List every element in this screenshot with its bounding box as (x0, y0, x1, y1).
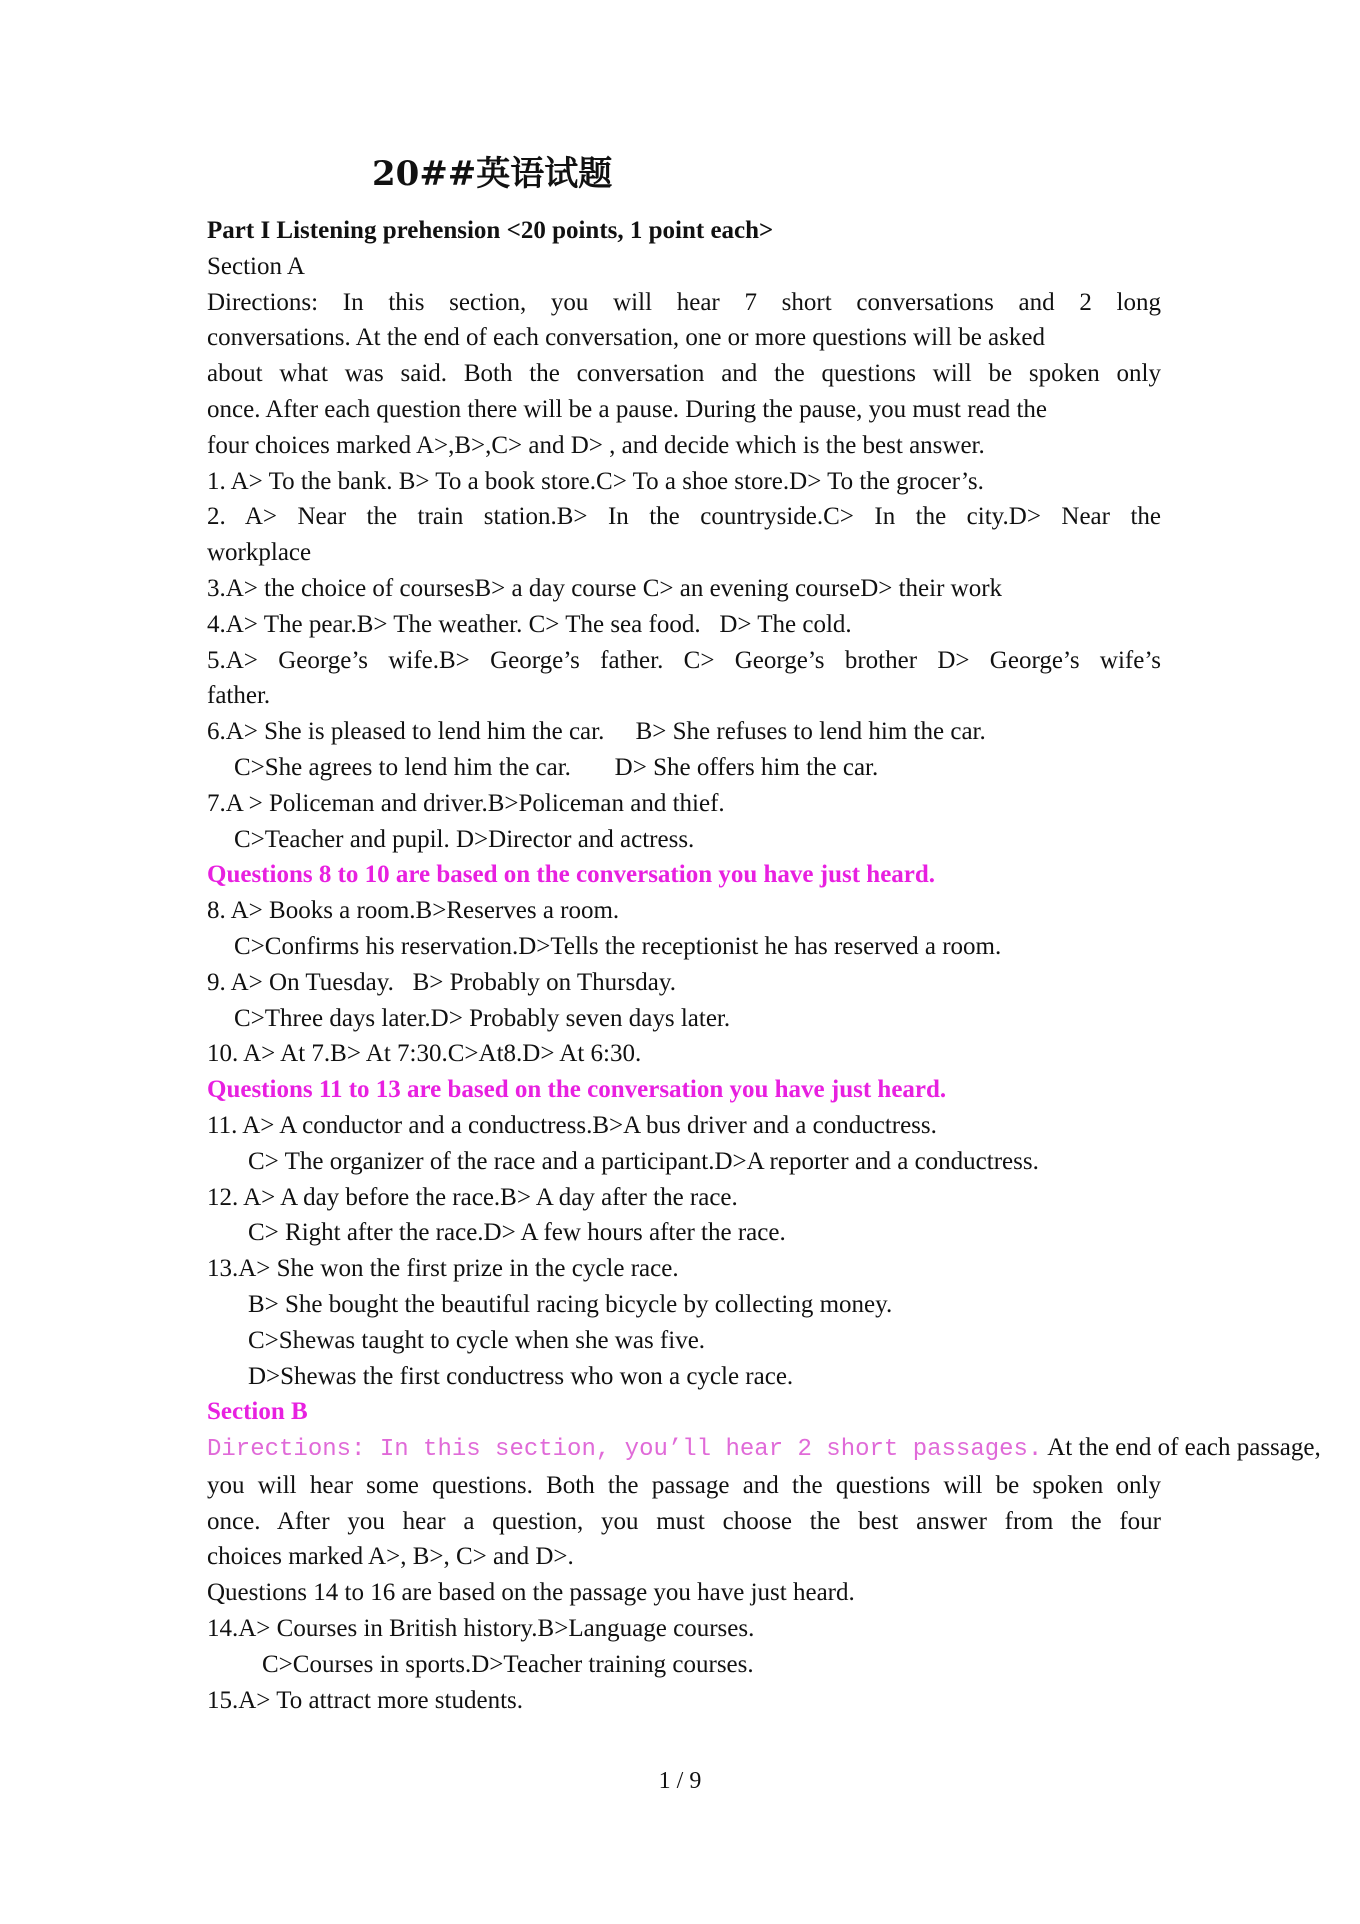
question-9-line-1: 9. A> On Tuesday. B> Probably on Thursday. (207, 968, 676, 996)
question-13-line-3: C>Shewas taught to cycle when she was five. (248, 1326, 706, 1354)
directions-a-line-4: once. After each question there will be a pause. During the pause, you must read the (207, 395, 1048, 423)
directions-b-pink-text: Directions: In this section, you’ll hear 2 short passages. (207, 1436, 1043, 1464)
question-2-line-1: 2. A> Near the train station.B> In the countryside.C> In the city.D> Near the (207, 503, 1161, 531)
question-14-line-1: 14.A> Courses in British history.B>Language courses. (207, 1615, 755, 1643)
note-questions-11-13: Questions 11 to 13 are based on the conversation you have just heard. (207, 1076, 947, 1104)
directions-b-line-2: you will hear some questions. Both the passage and the questions will be spoken only (207, 1471, 1161, 1499)
question-13-line-1: 13.A> She won the first prize in the cycle race. (207, 1255, 679, 1283)
question-12-line-1: 12. A> A day before the race.B> A day after the race. (207, 1183, 738, 1211)
directions-b-line-3: once. After you hear a question, you must choose the best answer from the four (207, 1507, 1161, 1535)
question-9-line-2: C>Three days later.D> Probably seven days later. (234, 1004, 731, 1032)
page-number: 1 / 9 (658, 1768, 702, 1794)
document-title: 20##英语试题 (372, 154, 613, 194)
question-10: 10. A> At 7.B> At 7:30.C>At8.D> At 6:30. (207, 1040, 642, 1068)
question-4: 4.A> The pear.B> The weather. C> The sea food. D> The cold. (207, 610, 852, 638)
document-body (207, 213, 1321, 1718)
question-5-line-1: 5.A> George’s wife.B> George’s father. C> George’s brother D> George’s wife’s (207, 646, 1161, 674)
directions-b-line-4: choices marked A>, B>, C> and D>. (207, 1543, 574, 1571)
directions-a-line-1: Directions: In this section, you will hear 7 short conversations and 2 long (207, 288, 1161, 316)
question-11-line-1: 11. A> A conductor and a conductress.B>A bus driver and a conductress. (207, 1111, 937, 1139)
part-heading: Part I Listening prehension <20 points, 1 point each> (207, 217, 774, 244)
question-11-line-2: C> The organizer of the race and a participant.D>A reporter and a conductress. (248, 1147, 1039, 1175)
question-6-line-1: 6.A> She is pleased to lend him the car. B> She refuses to lend him the car. (207, 718, 986, 746)
directions-a-line-3: about what was said. Both the conversation and the questions will be spoken only (207, 360, 1161, 388)
question-3: 3.A> the choice of coursesB> a day course C> an evening courseD> their work (207, 574, 1003, 602)
question-8-line-2: C>Confirms his reservation.D>Tells the receptionist he has reserved a room. (234, 932, 1002, 960)
section-a-heading: Section A (207, 252, 305, 280)
question-2-line-2: workplace (207, 539, 312, 567)
note-questions-8-10: Questions 8 to 10 are based on the conversation you have just heard. (207, 861, 936, 889)
question-14-line-2: C>Courses in sports.D>Teacher training courses. (262, 1650, 754, 1678)
question-13-line-4: D>Shewas the first conductress who won a cycle race. (248, 1362, 794, 1390)
question-1: 1. A> To the bank. B> To a book store.C> To a shoe store.D> To the grocer’s. (207, 467, 984, 495)
question-15-line-1: 15.A> To attract more students. (207, 1686, 523, 1714)
directions-a-line-2: conversations. At the end of each conversation, one or more questions will be asked (207, 324, 1045, 352)
directions-a-line-5: four choices marked A>,B>,C> and D> , and decide which is the best answer. (207, 431, 985, 459)
note-questions-14-16: Questions 14 to 16 are based on the passage you have just heard. (207, 1579, 855, 1607)
question-12-line-2: C> Right after the race.D> A few hours after the race. (248, 1219, 786, 1247)
question-7-line-2: C>Teacher and pupil. D>Director and actress. (234, 825, 695, 853)
directions-b-black-text: At the end of each passage, (1047, 1434, 1321, 1462)
directions-b-line-1 (207, 1430, 1321, 1468)
question-7-line-1: 7.A > Policeman and driver.B>Policeman and thief. (207, 789, 725, 817)
question-5-line-2: father. (207, 682, 271, 710)
question-6-line-2: C>She agrees to lend him the car. D> She offers him the car. (234, 753, 879, 781)
question-13-line-2: B> She bought the beautiful racing bicycle by collecting money. (248, 1290, 893, 1318)
question-8-line-1: 8. A> Books a room.B>Reserves a room. (207, 897, 620, 925)
section-b-heading: Section B (207, 1398, 308, 1426)
